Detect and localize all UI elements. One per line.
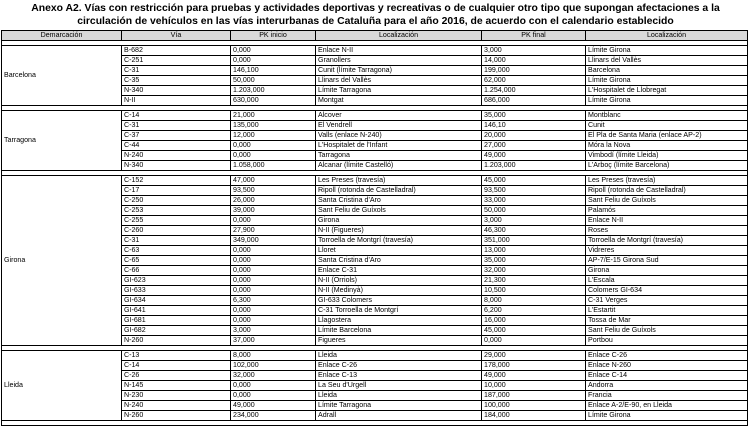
via-cell: C-66 [122,266,231,276]
document-title: Anexo A2. Vías con restricción para pruebas y actividades deportivas y recreativas o de cualquier otro tipo que supongan afectaciones a la circulación de vehículos en las vías interurbanas de Cataluña para el año 2016, de acuerdo con el calendario establecido [31,3,720,27]
localizacion-inicio-cell: La Seu d'Urgell [316,381,482,391]
pk-inicio-cell: 0,000 [231,391,316,401]
localizacion-final-cell: Límite Girona [586,96,748,106]
localizacion-inicio-cell: Enlace C-31 [316,266,482,276]
pk-inicio-cell: 0,000 [231,46,316,56]
table-header-row [2,31,748,41]
pk-final-cell: 33,000 [482,196,586,206]
localizacion-inicio-cell: Sant Feliu de Guíxols [316,206,482,216]
localizacion-inicio-cell: Enlace C-13 [316,371,482,381]
pk-final-cell: 146,10 [482,121,586,131]
pk-inicio-cell: 0,000 [231,141,316,151]
pk-final-cell: 187,000 [482,391,586,401]
pk-inicio-cell: 47,000 [231,176,316,186]
localizacion-final-cell: AP-7/E-15 Girona Sud [586,256,748,266]
via-cell: C-260 [122,226,231,236]
via-cell: N-340 [122,161,231,171]
pk-inicio-cell: 0,000 [231,216,316,226]
localizacion-final-cell: Sant Feliu de Guíxols [586,196,748,206]
pk-final-cell: 35,000 [482,111,586,121]
localizacion-inicio-cell: El Vendrell [316,121,482,131]
pk-final-cell: 32,000 [482,266,586,276]
table-row [2,351,748,361]
pk-final-cell: 45,000 [482,176,586,186]
via-cell: C-65 [122,256,231,266]
localizacion-inicio-cell: Límite Tarragona [316,86,482,96]
header-pk-inicio: PK inicio [231,31,316,41]
pk-inicio-cell: 12,000 [231,131,316,141]
pk-inicio-cell: 135,000 [231,121,316,131]
pk-final-cell: 0,000 [482,336,586,346]
pk-final-cell: 10,000 [482,381,586,391]
localizacion-inicio-cell: Llagostera [316,316,482,326]
via-cell: C-26 [122,371,231,381]
localizacion-final-cell: Les Preses (travesía) [586,176,748,186]
pk-final-cell: 14,000 [482,56,586,66]
pk-inicio-cell: 234,000 [231,411,316,421]
pk-final-cell: 10,500 [482,286,586,296]
pk-final-cell: 46,300 [482,226,586,236]
localizacion-inicio-cell: C-31 Torroella de Montgrí [316,306,482,316]
via-cell: C-63 [122,246,231,256]
localizacion-final-cell: Girona [586,266,748,276]
pk-inicio-cell: 93,500 [231,186,316,196]
localizacion-inicio-cell: Adrall [316,411,482,421]
pk-inicio-cell: 0,000 [231,266,316,276]
pk-final-cell: 50,000 [482,206,586,216]
pk-final-cell: 8,000 [482,296,586,306]
pk-final-cell: 62,000 [482,76,586,86]
localizacion-final-cell: Vidreres [586,246,748,256]
localizacion-final-cell: Vimbodí (límite Lleida) [586,151,748,161]
localizacion-inicio-cell: Enlace C-26 [316,361,482,371]
pk-inicio-cell: 0,000 [231,286,316,296]
header-pk-final: PK final [482,31,586,41]
header-via: Vía [122,31,231,41]
via-cell: C-250 [122,196,231,206]
via-cell: C-44 [122,141,231,151]
via-cell: N-II [122,96,231,106]
table-row [2,111,748,121]
demarcacion-cell: Barcelona [2,46,122,106]
roads-table [1,30,748,426]
pk-final-cell: 3,000 [482,216,586,226]
via-cell: C-14 [122,111,231,121]
pk-inicio-cell: 1.203,000 [231,86,316,96]
pk-final-cell: 184,000 [482,411,586,421]
via-cell: GI-633 [122,286,231,296]
pk-inicio-cell: 6,300 [231,296,316,306]
pk-final-cell: 49,000 [482,371,586,381]
localizacion-inicio-cell: N-II (Figueres) [316,226,482,236]
via-cell: GI-623 [122,276,231,286]
pk-inicio-cell: 0,000 [231,151,316,161]
pk-final-cell: 29,000 [482,351,586,361]
localizacion-final-cell: Enlace A-2/E-90, en Lleida [586,401,748,411]
pk-inicio-cell: 1.058,000 [231,161,316,171]
pk-inicio-cell: 102,000 [231,361,316,371]
table-body [2,41,748,426]
pk-final-cell: 1.254,000 [482,86,586,96]
localizacion-final-cell: Andorra [586,381,748,391]
via-cell: GI-634 [122,296,231,306]
localizacion-inicio-cell: Tarragona [316,151,482,161]
via-cell: C-35 [122,76,231,86]
via-cell: C-152 [122,176,231,186]
pk-inicio-cell: 27,900 [231,226,316,236]
header-localizacion-final: Localización [586,31,748,41]
via-cell: N-240 [122,151,231,161]
localizacion-final-cell: Enlace N-260 [586,361,748,371]
localizacion-final-cell: Llinars del Vallès [586,56,748,66]
pk-inicio-cell: 3,000 [231,326,316,336]
localizacion-inicio-cell: GI-633 Colomers [316,296,482,306]
localizacion-final-cell: C-31 Verges [586,296,748,306]
pk-inicio-cell: 349,000 [231,236,316,246]
localizacion-inicio-cell: Montgat [316,96,482,106]
localizacion-final-cell: Montblanc [586,111,748,121]
via-cell: N-340 [122,86,231,96]
pk-final-cell: 45,000 [482,326,586,336]
localizacion-final-cell: Móra la Nova [586,141,748,151]
localizacion-final-cell: Barcelona [586,66,748,76]
localizacion-final-cell: Torroella de Montgrí (travesía) [586,236,748,246]
pk-final-cell: 21,300 [482,276,586,286]
via-cell: N-260 [122,336,231,346]
localizacion-inicio-cell: Llinars del Vallès [316,76,482,86]
localizacion-inicio-cell: Figueres [316,336,482,346]
localizacion-inicio-cell: Lleida [316,351,482,361]
localizacion-final-cell: Enlace C-14 [586,371,748,381]
group-spacer-cell [2,421,748,426]
pk-inicio-cell: 49,000 [231,401,316,411]
via-cell: N-230 [122,391,231,401]
localizacion-inicio-cell: Girona [316,216,482,226]
localizacion-final-cell: Francia [586,391,748,401]
localizacion-final-cell: Tossa de Mar [586,316,748,326]
via-cell: C-31 [122,121,231,131]
via-cell: GI-681 [122,316,231,326]
pk-final-cell: 686,000 [482,96,586,106]
pk-inicio-cell: 37,000 [231,336,316,346]
table-row [2,176,748,186]
localizacion-final-cell: Enlace N-II [586,216,748,226]
localizacion-inicio-cell: N-II (Medinyà) [316,286,482,296]
pk-final-cell: 100,000 [482,401,586,411]
localizacion-inicio-cell: Alcanar (límite Castelló) [316,161,482,171]
via-cell: C-31 [122,236,231,246]
pk-final-cell: 351,000 [482,236,586,246]
pk-inicio-cell: 0,000 [231,316,316,326]
localizacion-final-cell: Portbou [586,336,748,346]
localizacion-inicio-cell: Les Preses (travesía) [316,176,482,186]
pk-final-cell: 35,000 [482,256,586,266]
localizacion-inicio-cell: Límite Tarragona [316,401,482,411]
pk-final-cell: 6,200 [482,306,586,316]
via-cell: N-145 [122,381,231,391]
localizacion-inicio-cell: Torroella de Montgrí (travesía) [316,236,482,246]
pk-inicio-cell: 8,000 [231,351,316,361]
localizacion-final-cell: L'Arboç (límite Barcelona) [586,161,748,171]
via-cell: C-17 [122,186,231,196]
pk-final-cell: 199,000 [482,66,586,76]
pk-final-cell: 93,500 [482,186,586,196]
pk-inicio-cell: 39,000 [231,206,316,216]
pk-inicio-cell: 21,000 [231,111,316,121]
pk-final-cell: 13,000 [482,246,586,256]
header-demarcacion: Demarcación [2,31,122,41]
pk-inicio-cell: 146,100 [231,66,316,76]
pk-inicio-cell: 0,000 [231,381,316,391]
via-cell: GI-641 [122,306,231,316]
via-cell: C-255 [122,216,231,226]
localizacion-final-cell: L'Hospitalet de Llobregat [586,86,748,96]
pk-final-cell: 3,000 [482,46,586,56]
localizacion-inicio-cell: L'Hospitalet de l'Infant [316,141,482,151]
localizacion-inicio-cell: Alcover [316,111,482,121]
via-cell: C-251 [122,56,231,66]
localizacion-final-cell: L'Escala [586,276,748,286]
localizacion-inicio-cell: Enlace N-II [316,46,482,56]
localizacion-inicio-cell: Límite Barcelona [316,326,482,336]
pk-inicio-cell: 630,000 [231,96,316,106]
localizacion-inicio-cell: Lleida [316,391,482,401]
table-row [2,46,748,56]
localizacion-inicio-cell: Cunit (límite Tarragona) [316,66,482,76]
header-localizacion-inicio: Localización [316,31,482,41]
pk-inicio-cell: 50,000 [231,76,316,86]
localizacion-final-cell: Cunit [586,121,748,131]
localizacion-final-cell: Límite Girona [586,76,748,86]
via-cell: C-253 [122,206,231,216]
pk-inicio-cell: 0,000 [231,256,316,266]
pk-final-cell: 178,000 [482,361,586,371]
pk-inicio-cell: 0,000 [231,246,316,256]
localizacion-final-cell: Enlace C-26 [586,351,748,361]
via-cell: C-37 [122,131,231,141]
via-cell: GI-682 [122,326,231,336]
localizacion-final-cell: Roses [586,226,748,236]
pk-inicio-cell: 32,000 [231,371,316,381]
localizacion-final-cell: Sant Feliu de Guíxols [586,326,748,336]
group-spacer [2,421,748,426]
via-cell: C-13 [122,351,231,361]
localizacion-inicio-cell: N-II (Orriols) [316,276,482,286]
pk-final-cell: 20,000 [482,131,586,141]
localizacion-final-cell: Palamós [586,206,748,216]
pk-final-cell: 49,000 [482,151,586,161]
localizacion-inicio-cell: Valls (enlace N-240) [316,131,482,141]
localizacion-final-cell: Límite Girona [586,46,748,56]
demarcacion-cell: Girona [2,176,122,346]
pk-inicio-cell: 0,000 [231,306,316,316]
localizacion-final-cell: Ripoll (rotonda de Castelladral) [586,186,748,196]
localizacion-final-cell: Límite Girona [586,411,748,421]
demarcacion-cell: Lleida [2,351,122,421]
via-cell: B-682 [122,46,231,56]
localizacion-final-cell: Colomers GI-634 [586,286,748,296]
localizacion-final-cell: L'Estartit [586,306,748,316]
pk-final-cell: 27,000 [482,141,586,151]
pk-final-cell: 16,000 [482,316,586,326]
via-cell: N-260 [122,411,231,421]
localizacion-inicio-cell: Granollers [316,56,482,66]
localizacion-final-cell: El Pla de Santa Maria (enlace AP-2) [586,131,748,141]
via-cell: N-240 [122,401,231,411]
via-cell: C-31 [122,66,231,76]
pk-inicio-cell: 0,000 [231,276,316,286]
pk-inicio-cell: 0,000 [231,56,316,66]
localizacion-inicio-cell: Lloret [316,246,482,256]
via-cell: C-14 [122,361,231,371]
pk-inicio-cell: 26,000 [231,196,316,206]
pk-final-cell: 1.203,000 [482,161,586,171]
localizacion-inicio-cell: Santa Cristina d'Aro [316,256,482,266]
localizacion-inicio-cell: Ripoll (rotonda de Castelladral) [316,186,482,196]
demarcacion-cell: Tarragona [2,111,122,171]
localizacion-inicio-cell: Santa Cristina d'Aro [316,196,482,206]
